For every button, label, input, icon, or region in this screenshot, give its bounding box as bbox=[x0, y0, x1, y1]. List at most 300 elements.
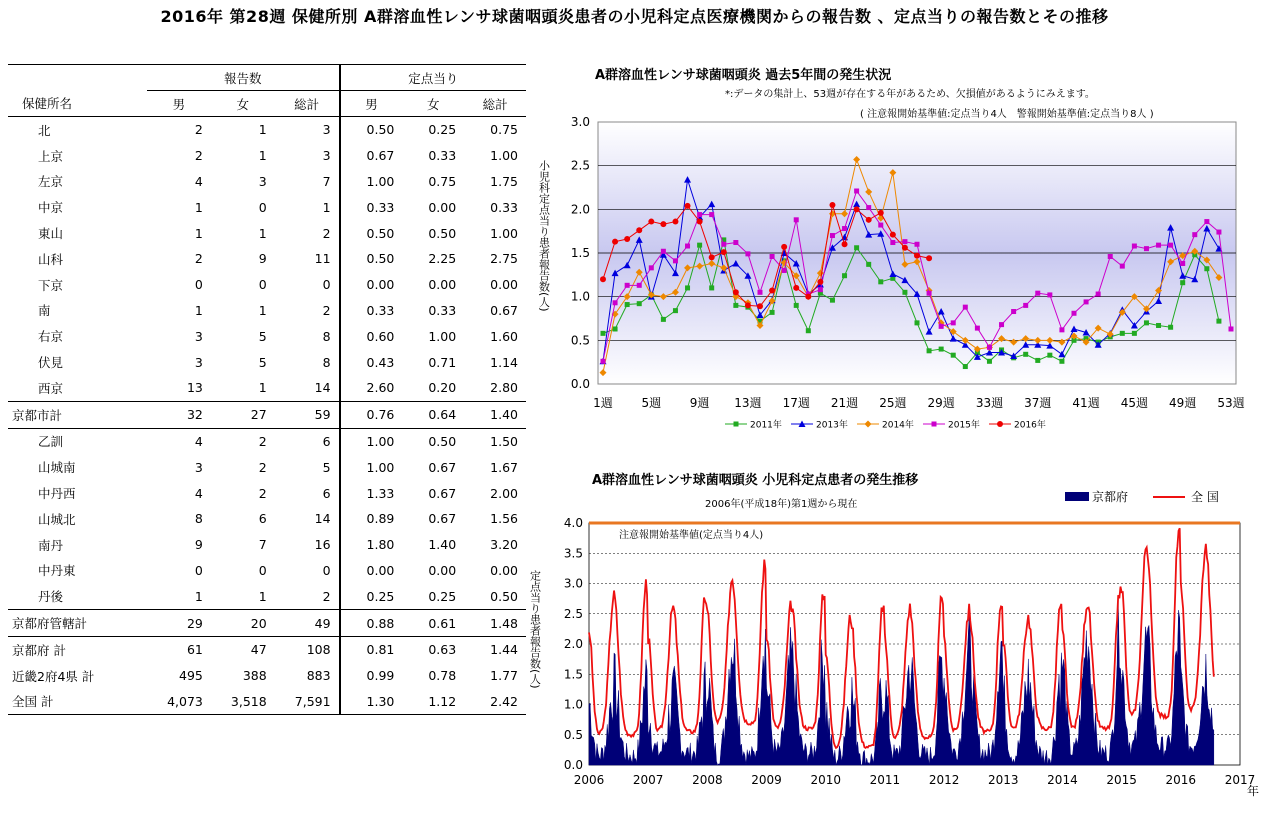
chart1-point bbox=[951, 320, 956, 325]
table-cell: 1.48 bbox=[464, 610, 526, 637]
table-cell: 2.25 bbox=[428, 251, 457, 267]
chart1-y-tick-label: 2.0 bbox=[570, 202, 590, 217]
chart1-point bbox=[794, 303, 799, 308]
chart1-point bbox=[878, 210, 884, 216]
table-cell: 0.89 bbox=[340, 506, 403, 532]
table-cell: 1.56 bbox=[490, 511, 518, 527]
table-cell: 0.50 bbox=[340, 220, 403, 246]
table-cell: 0.00 bbox=[428, 199, 457, 215]
table-cell: 1.12 bbox=[402, 689, 464, 715]
table-cell: 0 bbox=[258, 199, 267, 215]
table-cell: 0.33 bbox=[428, 148, 457, 164]
table-cell: 2 bbox=[322, 302, 331, 318]
table-cell: 2.80 bbox=[490, 380, 518, 396]
table-row bbox=[8, 246, 526, 272]
health-center-name: 下京 bbox=[38, 277, 64, 293]
table-cell: 11 bbox=[314, 251, 331, 267]
col-header-male-per-site: 男 bbox=[340, 91, 403, 117]
chart1-point bbox=[1168, 325, 1173, 330]
chart1-point bbox=[866, 217, 872, 223]
col-header-female: 女 bbox=[211, 91, 275, 117]
table-cell: 0 bbox=[322, 277, 331, 293]
table-cell: 6 bbox=[258, 511, 267, 527]
chart1-point bbox=[842, 273, 847, 278]
table-cell: 59 bbox=[275, 401, 340, 428]
health-center-name: 北 bbox=[38, 122, 51, 138]
table-cell: 0.78 bbox=[428, 668, 457, 684]
table-cell: 61 bbox=[147, 636, 211, 662]
chart1-point bbox=[975, 326, 980, 331]
health-center-name: 丹後 bbox=[38, 589, 64, 605]
chart1-point bbox=[697, 243, 702, 248]
table-cell: 1.67 bbox=[490, 459, 518, 475]
chart2-x-tick-label: 2006 bbox=[573, 773, 605, 787]
col-header-male: 男 bbox=[147, 91, 211, 117]
chart1-point bbox=[1047, 353, 1052, 358]
chart2-x-tick-label: 2014 bbox=[1047, 773, 1078, 787]
table-row bbox=[8, 689, 526, 715]
table-cell: 3 bbox=[194, 328, 203, 344]
chart1-point bbox=[927, 291, 932, 296]
health-center-name: 近畿2府4県 計 bbox=[12, 668, 95, 684]
table-cell: 0.50 bbox=[402, 428, 464, 454]
chart1-point bbox=[1035, 358, 1040, 363]
chart1-point bbox=[721, 242, 726, 247]
health-center-name: 京都府 計 bbox=[8, 636, 147, 662]
health-center-name: 全国 計 bbox=[8, 689, 147, 715]
chart1-point bbox=[1229, 326, 1234, 331]
chart2-plot bbox=[564, 516, 1259, 798]
chart1-point bbox=[830, 233, 835, 238]
table-cell: 14 bbox=[314, 380, 331, 396]
table-cell: 0.76 bbox=[340, 401, 403, 428]
chart1-point bbox=[1132, 244, 1137, 249]
table-cell: 883 bbox=[306, 668, 331, 684]
col-header-total-per-site: 総計 bbox=[464, 91, 526, 117]
table-cell: 0.33 bbox=[490, 199, 518, 215]
health-center-name: 東山 bbox=[38, 226, 64, 242]
table-cell: 0.88 bbox=[340, 610, 403, 637]
table-row bbox=[8, 506, 526, 532]
chart1-point bbox=[745, 251, 750, 256]
chart1-point bbox=[1059, 359, 1064, 364]
table-cell: 16 bbox=[314, 537, 331, 553]
chart1-point bbox=[733, 240, 738, 245]
chart2-x-tick-label: 2008 bbox=[692, 773, 723, 787]
table-cell: 0.00 bbox=[428, 277, 457, 293]
table-cell: 495 bbox=[179, 668, 203, 684]
table-row bbox=[8, 401, 526, 428]
chart2-x-tick-label: 2011 bbox=[869, 773, 901, 787]
table-cell: 0.99 bbox=[340, 663, 403, 689]
chart1-point bbox=[757, 303, 763, 309]
chart1-point bbox=[963, 364, 968, 369]
chart1-point bbox=[1204, 266, 1209, 271]
chart1-point bbox=[1084, 299, 1089, 304]
table-cell: 0.67 bbox=[340, 143, 403, 169]
chart1-point bbox=[842, 226, 847, 231]
table-cell: 3 bbox=[258, 173, 267, 189]
chart1-point bbox=[613, 326, 618, 331]
table-cell: 0 bbox=[194, 277, 203, 293]
table-cell: 1.44 bbox=[464, 636, 526, 662]
health-center-name: 乙訓 bbox=[8, 428, 147, 454]
table-cell: 0.50 bbox=[428, 225, 457, 241]
chart1-legend-marker bbox=[865, 421, 872, 428]
table-cell: 1 bbox=[194, 199, 203, 215]
table-cell: 1.00 bbox=[428, 328, 457, 344]
chart1-point bbox=[782, 268, 787, 273]
table-cell: 0 bbox=[194, 562, 203, 578]
table-cell: 20 bbox=[211, 610, 275, 637]
chart1-point bbox=[781, 244, 787, 250]
table-cell: 2 bbox=[322, 225, 331, 241]
chart1-point bbox=[866, 205, 871, 210]
table-row bbox=[8, 272, 526, 298]
chart1-point bbox=[927, 348, 932, 353]
chart1-point bbox=[745, 302, 751, 308]
table-cell: 0.61 bbox=[402, 610, 464, 637]
table-cell: 2 bbox=[258, 459, 267, 475]
table-cell: 0.33 bbox=[340, 298, 403, 324]
table-row bbox=[8, 454, 526, 480]
table-cell: 1 bbox=[258, 588, 267, 604]
table-cell: 47 bbox=[211, 636, 275, 662]
chart1-point bbox=[890, 240, 895, 245]
table-cell: 8 bbox=[194, 511, 203, 527]
chart1-y-tick-label: 3.0 bbox=[570, 115, 590, 129]
chart1-point bbox=[613, 300, 618, 305]
table-row bbox=[8, 636, 526, 662]
table-cell: 1 bbox=[194, 302, 203, 318]
table-cell: 5 bbox=[322, 459, 331, 475]
chart1-point bbox=[1023, 303, 1028, 308]
chart1-y-tick-label: 0.5 bbox=[570, 333, 590, 348]
table-row bbox=[8, 143, 526, 169]
table-cell: 8 bbox=[322, 354, 331, 370]
chart1-legend-label: 2011年 bbox=[750, 420, 782, 431]
chart1-y-tick-label: 1.0 bbox=[570, 289, 590, 304]
chart1-point bbox=[1132, 331, 1137, 336]
table-cell: 2.75 bbox=[490, 251, 518, 267]
page-title: 2016年 第28週 保健所別 A群溶血性レンサ球菌咽頭炎患者の小児科定点医療機関からの報告数 、定点当りの報告数とその推移 bbox=[160, 7, 1109, 26]
health-center-name: 中丹西 bbox=[38, 486, 76, 502]
health-center-name: 西京 bbox=[38, 380, 64, 396]
table-cell: 1.75 bbox=[490, 173, 518, 189]
chart1-point bbox=[1035, 291, 1040, 296]
table-cell: 3 bbox=[194, 459, 203, 475]
chart1-point bbox=[601, 359, 606, 364]
chart1-point bbox=[1204, 219, 1209, 224]
health-center-name: 中京 bbox=[38, 200, 64, 216]
chart1-x-tick-label: 13週 bbox=[734, 396, 762, 410]
chart1-point bbox=[987, 345, 992, 350]
chart1-x-tick-label: 41週 bbox=[1072, 396, 1100, 410]
chart1-legend-label: 2014年 bbox=[882, 420, 914, 431]
chart1-point bbox=[685, 203, 691, 209]
table-cell: 1.50 bbox=[464, 428, 526, 454]
chart2-y-tick-label: 0.5 bbox=[563, 727, 583, 742]
chart1-x-tick-label: 9週 bbox=[689, 396, 710, 410]
chart1-point bbox=[878, 279, 883, 284]
report-table bbox=[8, 64, 526, 715]
chart1-x-tick-label: 53週 bbox=[1217, 396, 1245, 410]
chart1-x-tick-label: 1週 bbox=[593, 396, 613, 410]
table-group-header-row bbox=[8, 65, 526, 91]
chart1-point bbox=[866, 262, 871, 267]
chart1-point bbox=[854, 206, 860, 212]
table-row bbox=[8, 169, 526, 195]
table-cell: 1.00 bbox=[340, 428, 403, 454]
chart1-x-tick-label: 21週 bbox=[830, 396, 859, 410]
table-cell: 1.00 bbox=[490, 225, 518, 241]
health-center-name: 南丹 bbox=[38, 537, 64, 553]
table-cell: 0.00 bbox=[490, 562, 518, 578]
chart1-x-tick-label: 33週 bbox=[975, 396, 1004, 410]
table-cell: 3 bbox=[322, 122, 331, 138]
chart1-point bbox=[1156, 243, 1161, 248]
chart2-y-tick-label: 0.0 bbox=[563, 758, 583, 772]
chart1-point bbox=[817, 279, 823, 285]
chart1-point bbox=[709, 285, 714, 290]
chart1-point bbox=[915, 320, 920, 325]
table-row bbox=[8, 375, 526, 401]
chart1-point bbox=[770, 310, 775, 315]
table-cell: 5 bbox=[258, 328, 267, 344]
chart2-legend-label-kyoto: 京都府 bbox=[1092, 490, 1129, 504]
table-cell: 0.63 bbox=[402, 636, 464, 662]
table-cell: 0.67 bbox=[428, 511, 457, 527]
table-cell: 13 bbox=[186, 380, 203, 396]
table-cell: 8 bbox=[322, 328, 331, 344]
col-header-total: 総計 bbox=[275, 91, 340, 117]
group-header-reports: 報告数 bbox=[147, 65, 340, 91]
chart1-point bbox=[709, 254, 715, 260]
table-cell: 0.67 bbox=[428, 485, 457, 501]
table-row bbox=[8, 428, 526, 454]
chart2-y-tick-label: 1.5 bbox=[563, 667, 583, 682]
table-cell: 1.14 bbox=[490, 354, 518, 370]
chart1-point bbox=[793, 285, 799, 291]
chart1-point bbox=[673, 258, 678, 263]
chart1-title: A群溶血性レンサ球菌咽頭炎 過去5年間の発生状況 bbox=[595, 68, 892, 83]
chart2-y-tick-label: 1.0 bbox=[563, 697, 583, 712]
chart1-x-tick-label: 17週 bbox=[782, 396, 810, 410]
chart2-x-tick-label: 2016 bbox=[1165, 773, 1197, 787]
chart2-y-tick-label: 2.0 bbox=[563, 637, 583, 651]
chart1-point bbox=[1059, 327, 1064, 332]
chart1-point bbox=[939, 324, 944, 329]
table-cell: 3 bbox=[194, 354, 203, 370]
trend-chart bbox=[525, 470, 1265, 815]
chart1-point bbox=[721, 249, 727, 255]
chart1-point bbox=[661, 249, 666, 254]
table-cell: 1 bbox=[322, 199, 331, 215]
chart1-point bbox=[1047, 292, 1052, 297]
chart1-point bbox=[1108, 254, 1113, 259]
table-cell: 0.81 bbox=[340, 636, 403, 662]
table-row bbox=[8, 558, 526, 584]
table-cell: 4 bbox=[194, 173, 203, 189]
chart1-point bbox=[637, 283, 642, 288]
chart1-point bbox=[758, 290, 763, 295]
health-center-name: 京都府管轄計 bbox=[8, 610, 147, 637]
chart2-subtitle: 2006年(平成18年)第1週から現在 bbox=[705, 499, 858, 510]
health-center-name: 左京 bbox=[38, 174, 64, 190]
chart1-point bbox=[770, 254, 775, 259]
health-center-name: 中丹東 bbox=[38, 563, 76, 579]
table-cell: 9 bbox=[258, 251, 267, 267]
chart1-point bbox=[854, 245, 859, 250]
table-row bbox=[8, 323, 526, 349]
table-row bbox=[8, 220, 526, 246]
table-cell: 0.25 bbox=[428, 122, 457, 138]
table-cell: 1 bbox=[258, 122, 267, 138]
chart1-point bbox=[660, 221, 666, 227]
chart1-point bbox=[806, 328, 811, 333]
table-cell: 2 bbox=[211, 428, 275, 454]
table-cell: 0.43 bbox=[340, 349, 403, 375]
chart1-point bbox=[902, 245, 908, 251]
table-cell: 0.75 bbox=[428, 173, 457, 189]
table-cell: 1 bbox=[258, 302, 267, 318]
chart1-point bbox=[1120, 264, 1125, 269]
table-cell: 0.50 bbox=[340, 117, 403, 143]
chart1-x-tick-label: 25週 bbox=[879, 396, 907, 410]
health-center-name: 上京 bbox=[38, 148, 64, 164]
chart1-legend-label: 2015年 bbox=[948, 420, 980, 431]
table-cell: 3.20 bbox=[490, 537, 518, 553]
chart1-point bbox=[987, 359, 992, 364]
table-cell: 1.33 bbox=[340, 480, 403, 506]
table-cell: 4 bbox=[147, 428, 211, 454]
table-cell: 1.30 bbox=[340, 689, 403, 715]
table-cell: 0.64 bbox=[402, 401, 464, 428]
table-row bbox=[8, 532, 526, 558]
table-cell: 1.00 bbox=[490, 148, 518, 164]
chart1-point bbox=[902, 239, 907, 244]
table-cell: 0.25 bbox=[340, 583, 403, 609]
table-row bbox=[8, 583, 526, 609]
health-center-name: 山城北 bbox=[38, 511, 76, 527]
chart1-point bbox=[890, 232, 896, 238]
table-cell: 2.60 bbox=[340, 375, 403, 401]
chart1-point bbox=[939, 347, 944, 352]
chart1-point bbox=[649, 265, 654, 270]
table-cell: 2 bbox=[194, 122, 203, 138]
chart1-point bbox=[685, 285, 690, 290]
table-row bbox=[8, 663, 526, 689]
chart2-x-tick-label: 2017 bbox=[1224, 773, 1256, 787]
table-cell: 0.00 bbox=[340, 558, 403, 584]
col-header-name: 保健所名 bbox=[8, 91, 147, 117]
chart2-legend-swatch-kyoto bbox=[1065, 492, 1089, 501]
table-row bbox=[8, 610, 526, 637]
table-cell: 0.67 bbox=[490, 302, 518, 318]
table-cell: 108 bbox=[275, 636, 340, 662]
health-center-name: 南 bbox=[38, 303, 51, 319]
table-cell: 0.67 bbox=[428, 459, 457, 475]
chart1-point bbox=[1096, 292, 1101, 297]
chart1-y-tick-label: 0.0 bbox=[570, 377, 590, 391]
chart1-point bbox=[926, 255, 932, 261]
table-cell: 1.00 bbox=[340, 169, 403, 195]
chart1-point bbox=[600, 276, 606, 282]
chart1-point bbox=[878, 223, 883, 228]
chart1-y-axis-label: 小児科定点当り患者報告数(人) bbox=[537, 160, 551, 312]
table-cell: 2.00 bbox=[490, 485, 518, 501]
chart1-point bbox=[1120, 331, 1125, 336]
table-row bbox=[8, 480, 526, 506]
table-cell: 0.20 bbox=[428, 380, 457, 396]
chart1-point bbox=[601, 331, 606, 336]
chart1-point bbox=[697, 212, 702, 217]
chart1-point bbox=[829, 202, 835, 208]
chart1-legend-label: 2013年 bbox=[816, 420, 848, 431]
table-cell: 0.33 bbox=[340, 194, 403, 220]
chart1-x-tick-label: 37週 bbox=[1024, 396, 1052, 410]
table-cell: 27 bbox=[211, 401, 275, 428]
table-cell: 388 bbox=[242, 668, 267, 684]
table-cell: 29 bbox=[147, 610, 211, 637]
chart1-point bbox=[1180, 261, 1185, 266]
chart2-x-tick-label: 2007 bbox=[632, 773, 664, 787]
chart2-y-tick-label: 4.0 bbox=[563, 516, 583, 530]
chart1-y-tick-label: 1.5 bbox=[570, 246, 590, 260]
table-cell: 2 bbox=[258, 485, 267, 501]
table-row bbox=[8, 194, 526, 220]
table-cell: 1.60 bbox=[490, 328, 518, 344]
table-cell: 1 bbox=[258, 380, 267, 396]
chart1-point bbox=[697, 219, 703, 225]
table-cell: 1.80 bbox=[340, 532, 403, 558]
chart1-point bbox=[1023, 352, 1028, 357]
chart1-point bbox=[951, 353, 956, 358]
chart2-y-axis-label: 定点当り患者報告数(人) bbox=[528, 570, 542, 689]
table-cell: 1 bbox=[194, 588, 203, 604]
table-cell: 0.00 bbox=[490, 277, 518, 293]
chart1-point bbox=[805, 294, 811, 300]
chart1-point bbox=[1156, 323, 1161, 328]
table-cell: 3,518 bbox=[211, 689, 275, 715]
chart1-point bbox=[733, 303, 738, 308]
chart1-legend-marker bbox=[932, 422, 937, 427]
table-cell: 4,073 bbox=[147, 689, 211, 715]
table-cell: 32 bbox=[147, 401, 211, 428]
table-cell: 6 bbox=[275, 428, 340, 454]
chart2-x-axis-label: 年 bbox=[1247, 784, 1260, 798]
chart1-point bbox=[963, 305, 968, 310]
chart1-legend-marker bbox=[734, 422, 739, 427]
chart2-x-tick-label: 2012 bbox=[928, 773, 960, 787]
chart2-x-tick-label: 2015 bbox=[1106, 773, 1137, 787]
chart1-note-2: ( 注意報開始基準値:定点当り4人 警報開始基準値:定点当り8人 ) bbox=[860, 109, 1154, 120]
table-cell: 6 bbox=[322, 485, 331, 501]
chart1-point bbox=[902, 290, 907, 295]
table-row bbox=[8, 349, 526, 375]
chart1-point bbox=[709, 212, 714, 217]
health-center-name: 右京 bbox=[38, 329, 64, 345]
table-cell: 0.60 bbox=[340, 323, 403, 349]
table-cell: 0 bbox=[258, 562, 267, 578]
chart2-x-tick-label: 2010 bbox=[810, 773, 842, 787]
health-center-name: 京都市計 bbox=[8, 401, 147, 428]
chart2-y-tick-label: 3.0 bbox=[563, 576, 583, 591]
table-cell: 0.75 bbox=[490, 122, 518, 138]
col-header-female-per-site: 女 bbox=[402, 91, 464, 117]
table-cell: 7 bbox=[258, 537, 267, 553]
health-center-name: 山城南 bbox=[38, 460, 76, 476]
